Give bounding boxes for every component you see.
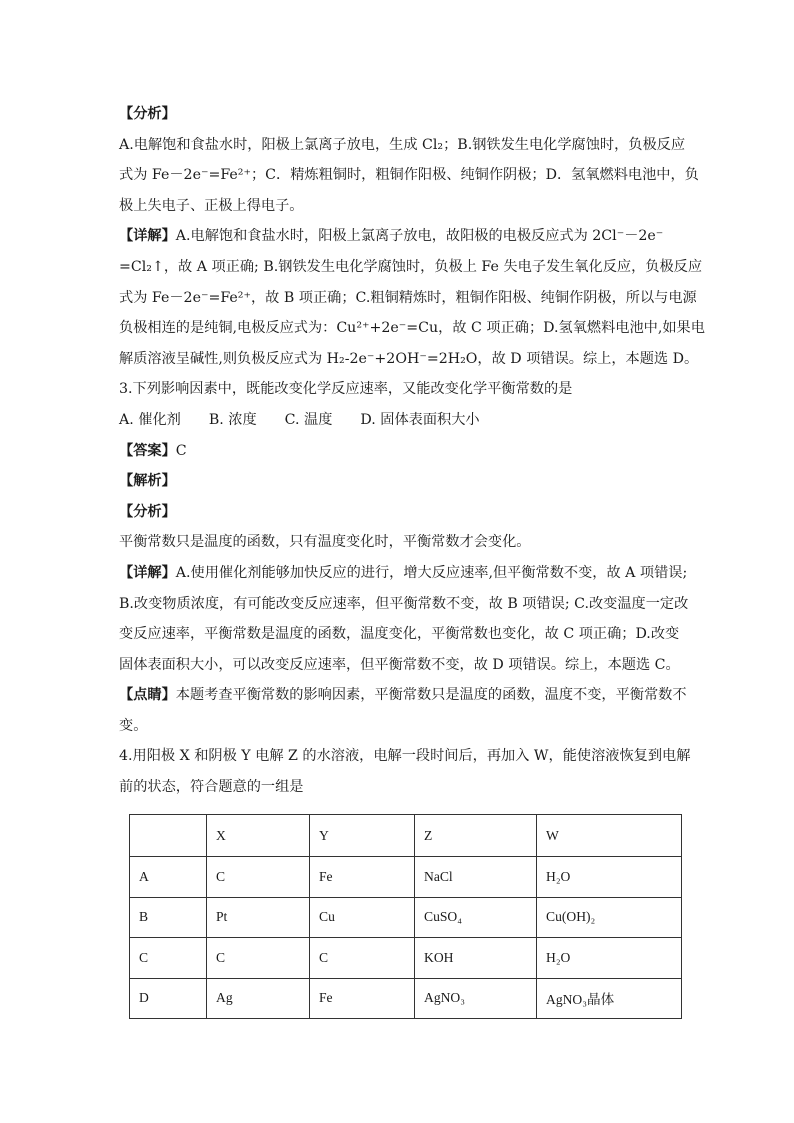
table-cell: Fe [310,857,415,898]
table-header-cell: X [207,815,310,857]
table-cell: D [130,978,207,1019]
text-line [119,680,687,711]
table-cell: Cu [310,897,415,938]
table-cell: A [130,857,207,898]
table-cell: AgNO₃晶体 [537,978,682,1019]
section-label: 【详解】 [119,228,176,245]
table-row [130,938,682,979]
table-header-cell [130,815,207,857]
table-cell: C [130,938,207,979]
table-cell: CuSO₄ [415,897,537,938]
table-row [130,897,682,938]
text-line: 解质溶液呈碱性,则负极反应式为 H₂-2e⁻+2OH⁻=2H₂O，故 D 项错误。综上，本题选 D。 [119,350,699,367]
text-line: 负极相连的是纯铜,电极反应式为：Cu²⁺+2e⁻=Cu，故 C 项正确；D.氢氧燃料电池中,如果电 [119,320,705,337]
table-row [130,857,682,898]
text-line: 3.下列影响因素中，既能改变化学反应速率，又能改变化学平衡常数的是 [119,381,573,398]
answer-option: D. 固体表面积大小 [360,411,480,428]
table-header-row [130,815,682,857]
text-line: B.改变物质浓度，有可能改变反应速率，但平衡常数不变，故 B 项错误; C.改变温度一定改 [119,595,689,612]
text-line: 变反应速率，平衡常数是温度的函数，温度变化，平衡常数也变化，故 C 项正确；D.改变 [119,626,680,643]
text-line [119,221,681,252]
question-4-table [129,814,682,1019]
text-line: 固体表面积大小，可以改变反应速率，但平衡常数不变，故 D 项错误。综上，本题选 C。 [119,656,680,673]
section-text: A.电解饱和食盐水时，阳极上氯离子放电，故阳极的电极反应式为 2Cl⁻－2e⁻ [175,228,664,245]
text-line: 极上失电子、正极上得电子。 [119,197,304,214]
text-line: =Cl₂↑，故 A 项正确; B.钢铁发生电化学腐蚀时，负极上 Fe 失电子发生氧化反应，负极反应 [119,258,703,275]
table-cell: H₂O [537,857,682,898]
table-cell: C [207,938,310,979]
text-line: 平衡常数只是温度的函数，只有温度变化时，平衡常数才会变化。 [119,534,531,551]
text-line: 前的状态，符合题意的一组是 [119,779,304,796]
section-label: 【详解】 [119,564,176,581]
table-cell: H₂O [537,938,682,979]
table-cell: Fe [310,978,415,1019]
table-header-cell: Y [310,815,415,857]
text-line: 式为 Fe－2e⁻=Fe²⁺；C．精炼粗铜时，粗铜作阳极、纯铜作阴极；D．氢氧燃料电池中，负 [119,167,699,184]
table-cell: B [130,897,207,938]
table-row [130,978,682,1019]
table-cell: AgNO₃ [415,978,537,1019]
section-text: A.使用催化剂能够加快反应的进行，增大反应速率,但平衡常数不变，故 A 项错误; [175,564,688,581]
text-line: A.电解饱和食盐水时，阳极上氯离子放电，生成 Cl₂；B.钢铁发生电化学腐蚀时，负极反应 [119,136,686,153]
text-line: 变。 [119,717,148,734]
answer-option: C. 温度 [284,411,333,428]
table-cell: NaCl [415,857,537,898]
document-body [119,99,705,803]
table-cell: KOH [415,938,537,979]
table-header-cell: Z [415,815,537,857]
section-text: C [175,442,187,459]
text-line: 4.用阳极 X 和阴极 Y 电解 Z 的水溶液，电解一段时间后，再加入 W，能使溶液恢复到电解 [119,748,691,765]
section-heading: 【分析】 [119,503,176,520]
table-cell: C [310,938,415,979]
text-line [119,436,681,467]
section-label: 【答案】 [119,442,176,459]
table-header-cell: W [537,815,682,857]
answer-option: A. 催化剂 [119,411,181,428]
text-line [119,558,688,589]
answer-options [119,405,681,436]
section-heading: 【分析】 [119,106,176,122]
answer-option: B. 浓度 [208,411,257,428]
table-cell: C [207,857,310,898]
section-heading: 【解析】 [119,473,176,490]
table-cell: Ag [207,978,310,1019]
table-cell: Pt [207,897,310,938]
section-label: 【点睛】 [119,687,176,704]
text-line: 式为 Fe－2e⁻=Fe²⁺，故 B 项正确；C.粗铜精炼时，粗铜作阳极、纯铜作阴极，所以与电源 [119,289,697,306]
section-text: 本题考查平衡常数的影响因素，平衡常数只是温度的函数，温度不变，平衡常数不 [175,687,687,704]
table-cell: Cu(OH)₂ [537,897,682,938]
